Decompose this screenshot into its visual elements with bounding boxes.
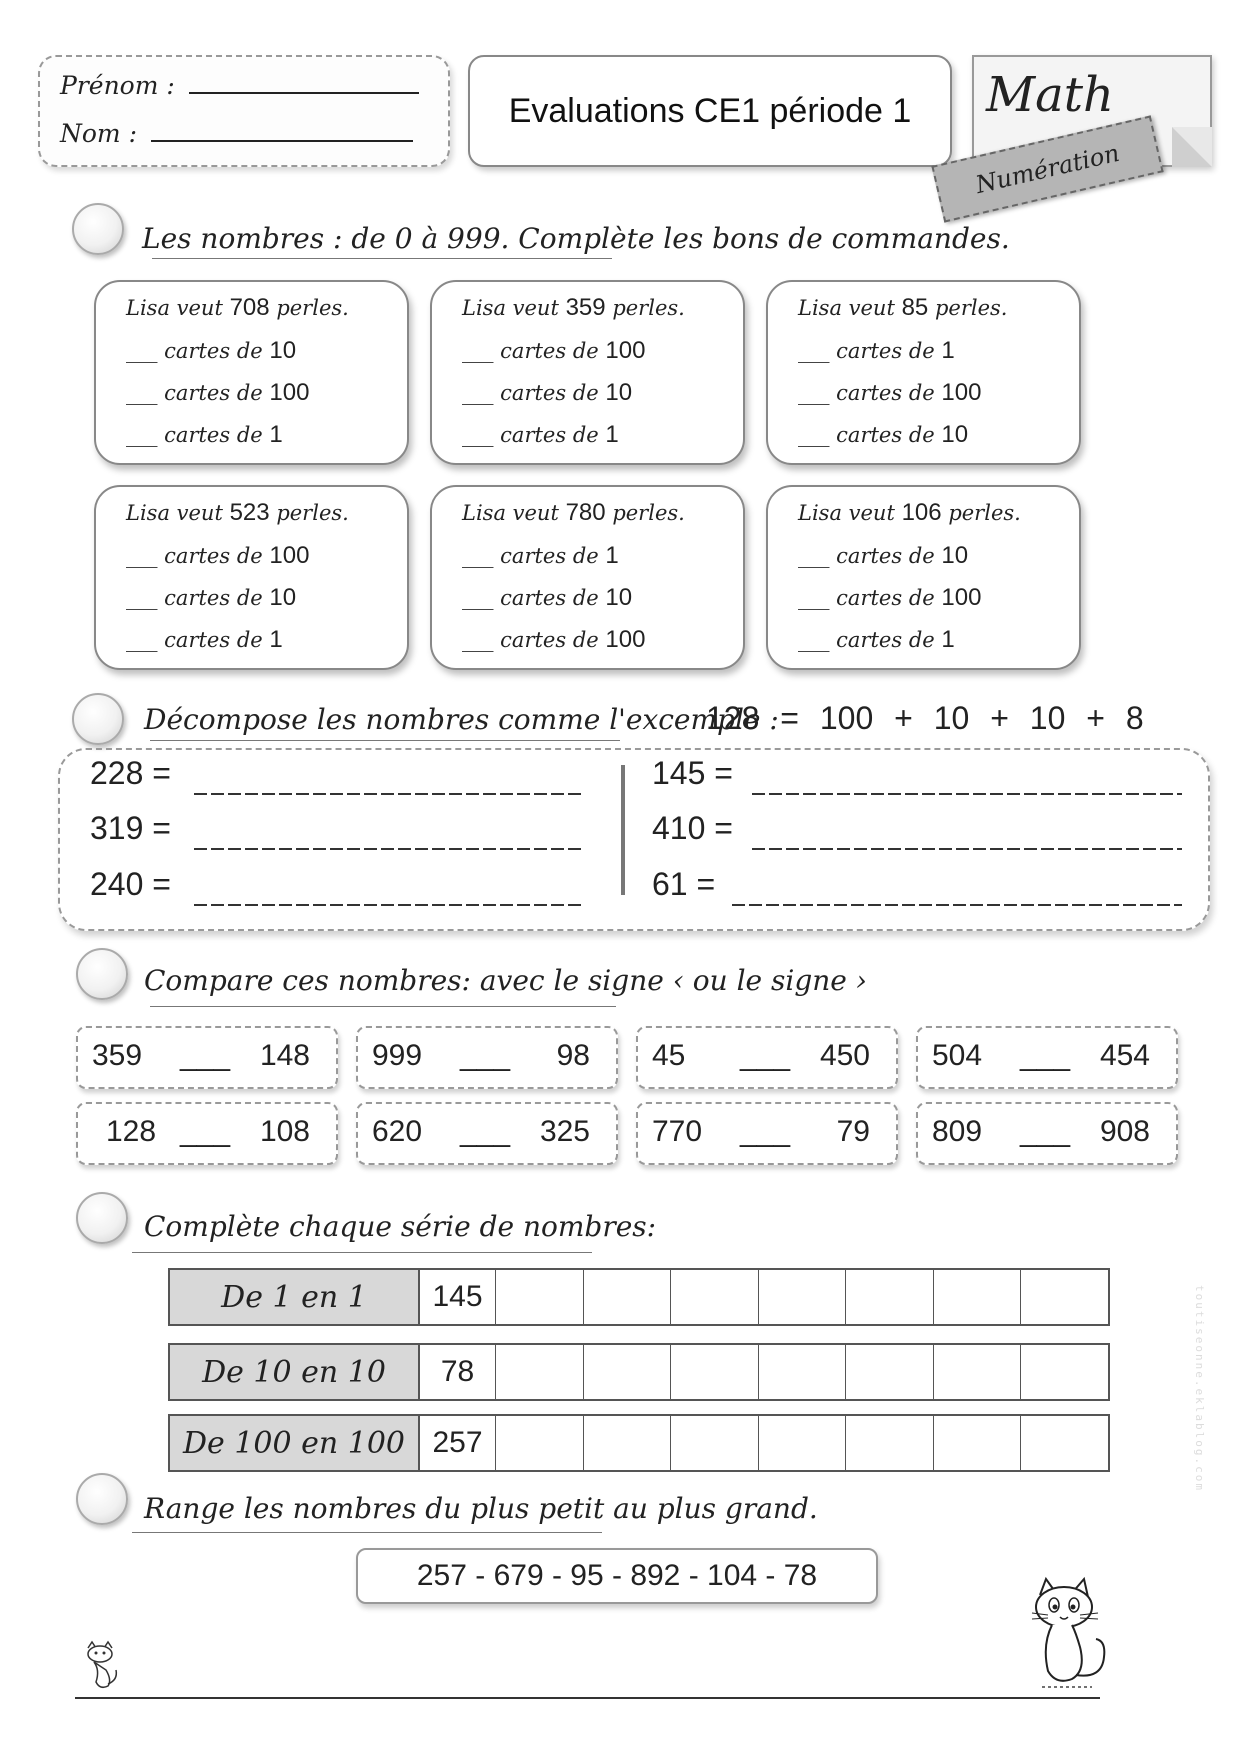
series-answer-cell[interactable] <box>934 1270 1022 1324</box>
order-unit: perles. <box>276 501 349 525</box>
order-unit: perles. <box>612 501 685 525</box>
compare-left-number: 504 <box>932 1039 983 1072</box>
series-answer-cell[interactable] <box>1021 1345 1108 1399</box>
compare-box <box>76 1102 338 1165</box>
order-intro: Lisa veut <box>798 501 895 525</box>
compare-sign-blank[interactable]: ___ <box>460 1115 511 1148</box>
order-line[interactable] <box>462 542 619 570</box>
compare-sign-blank[interactable]: ___ <box>180 1039 231 1072</box>
compare-sign-blank[interactable]: ___ <box>460 1039 511 1072</box>
section-4-underline <box>132 1252 592 1253</box>
order-line-blank: ___ cartes de <box>462 381 599 405</box>
order-intro: Lisa veut <box>462 501 559 525</box>
order-line[interactable] <box>798 337 955 365</box>
order-line-value: 1 <box>269 626 283 653</box>
order-line-value: 1 <box>605 542 619 569</box>
bullet-icon <box>72 203 124 255</box>
order-count: 780 <box>565 499 606 526</box>
series-answer-cell[interactable] <box>671 1345 759 1399</box>
order-card-heading <box>462 294 685 322</box>
order-line-value: 100 <box>269 542 310 569</box>
order-line-blank: ___ cartes de <box>462 339 599 363</box>
nom-line[interactable] <box>60 119 413 148</box>
compare-box <box>356 1102 618 1165</box>
nom-label: Nom : <box>60 119 138 148</box>
prenom-line[interactable] <box>60 71 419 100</box>
order-unit: perles. <box>934 296 1008 320</box>
order-line-value: 1 <box>941 337 955 364</box>
order-line-blank: ___ cartes de <box>798 423 935 447</box>
order-line[interactable] <box>462 584 632 612</box>
cat-icon <box>1012 1575 1118 1693</box>
order-line-blank: ___ cartes de <box>462 628 599 652</box>
small-cat-icon <box>78 1640 122 1694</box>
compare-left-number: 359 <box>92 1039 143 1072</box>
order-line-blank: ___ cartes de <box>126 544 263 568</box>
series-answer-cell[interactable] <box>846 1345 934 1399</box>
decompose-answer-line[interactable] <box>194 904 584 906</box>
compare-left-number: 809 <box>932 1115 983 1148</box>
compare-box <box>916 1102 1178 1165</box>
order-line-blank: ___ cartes de <box>126 339 263 363</box>
compare-left-number: 999 <box>372 1039 423 1072</box>
series-answer-cell[interactable] <box>846 1416 934 1470</box>
range-numbers-box: 257 - 679 - 95 - 892 - 104 - 78 <box>356 1548 878 1604</box>
decompose-answer-line[interactable] <box>194 793 584 795</box>
compare-sign-blank[interactable]: ___ <box>740 1039 791 1072</box>
compare-sign-blank[interactable]: ___ <box>180 1115 231 1148</box>
series-answer-cell[interactable] <box>496 1270 584 1324</box>
order-line[interactable] <box>126 626 283 654</box>
order-line-value: 10 <box>605 379 633 406</box>
decompose-divider <box>621 765 625 895</box>
section-5-title: Range les nombres du plus petit au plus grand. <box>144 1492 818 1525</box>
order-line[interactable] <box>126 421 283 449</box>
order-line-value: 100 <box>941 379 982 406</box>
order-line[interactable] <box>462 337 645 365</box>
series-label: De 10 en 10 <box>170 1345 420 1399</box>
order-intro: Lisa veut <box>798 296 895 320</box>
series-answer-cell[interactable] <box>759 1416 847 1470</box>
section-5-underline <box>132 1532 602 1533</box>
compare-sign-blank[interactable]: ___ <box>1020 1115 1071 1148</box>
order-card <box>430 485 745 670</box>
series-answer-cell[interactable] <box>671 1270 759 1324</box>
order-intro: Lisa veut <box>126 296 223 320</box>
order-line[interactable] <box>798 542 968 570</box>
decompose-answer-line[interactable] <box>194 848 584 850</box>
order-line-blank: ___ cartes de <box>126 586 263 610</box>
series-answer-cell[interactable] <box>759 1345 847 1399</box>
order-line-blank: ___ cartes de <box>126 423 263 447</box>
order-count: 106 <box>901 499 942 526</box>
section-2-title: Décompose les nombres comme l'excemple : <box>144 703 779 736</box>
section-3-title: Compare ces nombres: avec le signe ‹ ou le signe › <box>144 964 867 997</box>
order-line-blank: ___ cartes de <box>126 381 263 405</box>
order-unit: perles. <box>948 501 1021 525</box>
series-answer-cell[interactable] <box>1021 1270 1108 1324</box>
compare-box <box>636 1102 898 1165</box>
order-line-value: 10 <box>269 584 297 611</box>
compare-left-number: 128 <box>106 1115 157 1148</box>
decompose-example: 128 = 100 + 10 + 10 + 8 <box>706 700 1144 736</box>
order-line-value: 100 <box>605 337 646 364</box>
order-line[interactable] <box>462 379 632 407</box>
compare-left-number: 620 <box>372 1115 423 1148</box>
bullet-icon <box>72 693 124 745</box>
order-intro: Lisa veut <box>462 296 559 320</box>
order-line[interactable] <box>798 584 981 612</box>
compare-right-number: 98 <box>556 1039 590 1072</box>
section-2-underline <box>150 740 620 741</box>
compare-right-number: 908 <box>1099 1115 1150 1148</box>
order-line-value: 10 <box>941 542 969 569</box>
order-line[interactable] <box>126 379 309 407</box>
order-line-value: 1 <box>269 421 283 448</box>
order-line-blank: ___ cartes de <box>798 381 935 405</box>
bullet-icon <box>76 1192 128 1244</box>
order-line-blank: ___ cartes de <box>462 544 599 568</box>
order-line[interactable] <box>126 542 309 570</box>
series-answer-cell[interactable] <box>584 1345 672 1399</box>
compare-right-number: 79 <box>836 1115 870 1148</box>
compare-left-number: 45 <box>652 1039 686 1072</box>
order-card-heading <box>126 499 349 527</box>
order-count: 85 <box>901 294 929 321</box>
order-line-blank: ___ cartes de <box>462 586 599 610</box>
series-answer-cell[interactable] <box>1021 1416 1108 1470</box>
topic-tag: Numération <box>931 115 1163 222</box>
decompose-answer-line[interactable] <box>732 904 1182 906</box>
order-card-heading <box>126 294 349 322</box>
order-line[interactable] <box>462 626 645 654</box>
compare-box <box>916 1026 1178 1089</box>
bullet-icon <box>76 1473 128 1525</box>
order-line[interactable] <box>798 421 968 449</box>
order-line[interactable] <box>126 584 296 612</box>
order-line-value: 100 <box>269 379 310 406</box>
page-fold-icon <box>1172 127 1212 167</box>
decompose-number: 410 = <box>652 810 733 846</box>
compare-left-number: 770 <box>652 1115 703 1148</box>
decompose-answer-line[interactable] <box>752 793 1182 795</box>
order-card <box>430 280 745 465</box>
order-line[interactable] <box>462 421 619 449</box>
compare-sign-blank[interactable]: ___ <box>740 1115 791 1148</box>
compare-box <box>356 1026 618 1089</box>
order-line-blank: ___ cartes de <box>798 628 935 652</box>
series-answer-cell[interactable] <box>759 1270 847 1324</box>
order-unit: perles. <box>276 296 349 320</box>
series-answer-cell[interactable] <box>496 1345 584 1399</box>
order-line-blank: ___ cartes de <box>462 423 599 447</box>
order-line-value: 10 <box>941 421 969 448</box>
section-4-title: Complète chaque série de nombres: <box>144 1210 657 1243</box>
compare-right-number: 108 <box>259 1115 310 1148</box>
series-row <box>168 1343 1110 1401</box>
compare-right-number: 450 <box>819 1039 870 1072</box>
series-start-value: 257 <box>420 1416 496 1470</box>
order-line-value: 1 <box>605 421 619 448</box>
series-start-value: 145 <box>420 1270 496 1324</box>
order-unit: perles. <box>612 296 685 320</box>
order-card <box>766 280 1081 465</box>
compare-right-number: 325 <box>539 1115 590 1148</box>
bullet-icon <box>76 948 128 1000</box>
series-answer-cell[interactable] <box>934 1345 1022 1399</box>
compare-right-number: 454 <box>1099 1039 1150 1072</box>
series-label: De 100 en 100 <box>170 1416 420 1470</box>
series-answer-cell[interactable] <box>584 1416 672 1470</box>
series-label: De 1 en 1 <box>170 1270 420 1324</box>
decompose-number: 145 = <box>652 755 733 791</box>
order-card <box>94 485 409 670</box>
compare-sign-blank[interactable]: ___ <box>1020 1039 1071 1072</box>
series-row <box>168 1414 1110 1472</box>
order-line-blank: ___ cartes de <box>798 544 935 568</box>
name-box <box>38 55 450 167</box>
decompose-number: 319 = <box>90 810 171 846</box>
footer-line <box>75 1697 1100 1699</box>
series-answer-cell[interactable] <box>846 1270 934 1324</box>
series-answer-cell[interactable] <box>584 1270 672 1324</box>
prenom-label: Prénom : <box>60 71 175 100</box>
order-intro: Lisa veut <box>126 501 223 525</box>
order-line[interactable] <box>798 379 981 407</box>
order-count: 708 <box>229 294 270 321</box>
section-3-underline <box>150 1006 616 1007</box>
order-line-value: 100 <box>941 584 982 611</box>
compare-box <box>76 1026 338 1089</box>
order-line[interactable] <box>126 337 296 365</box>
watermark: toutiseonne.eklablog.com <box>1193 1285 1206 1492</box>
series-answer-cell[interactable] <box>496 1416 584 1470</box>
decompose-number: 240 = <box>90 866 171 902</box>
order-card-heading <box>798 499 1021 527</box>
order-card <box>766 485 1081 670</box>
order-line-blank: ___ cartes de <box>126 628 263 652</box>
order-line[interactable] <box>798 626 955 654</box>
order-line-blank: ___ cartes de <box>798 586 935 610</box>
order-card-heading <box>798 294 1007 322</box>
page-title: Evaluations CE1 période 1 <box>468 55 952 167</box>
series-row <box>168 1268 1110 1326</box>
order-line-value: 10 <box>605 584 633 611</box>
order-count: 523 <box>229 499 270 526</box>
decompose-number: 228 = <box>90 755 171 791</box>
order-card-heading <box>462 499 685 527</box>
series-answer-cell[interactable] <box>671 1416 759 1470</box>
order-count: 359 <box>565 294 606 321</box>
series-start-value: 78 <box>420 1345 496 1399</box>
order-line-blank: ___ cartes de <box>798 339 935 363</box>
section-1-title: Les nombres : de 0 à 999. Complète les bons de commandes. <box>142 222 1010 255</box>
compare-right-number: 148 <box>259 1039 310 1072</box>
decompose-number: 61 = <box>652 866 716 902</box>
section-1-underline <box>152 258 612 259</box>
subject-label: Math <box>986 67 1114 123</box>
series-answer-cell[interactable] <box>934 1416 1022 1470</box>
order-line-value: 100 <box>605 626 646 653</box>
order-line-value: 1 <box>941 626 955 653</box>
order-card <box>94 280 409 465</box>
decompose-answer-line[interactable] <box>752 848 1182 850</box>
order-line-value: 10 <box>269 337 297 364</box>
compare-box <box>636 1026 898 1089</box>
